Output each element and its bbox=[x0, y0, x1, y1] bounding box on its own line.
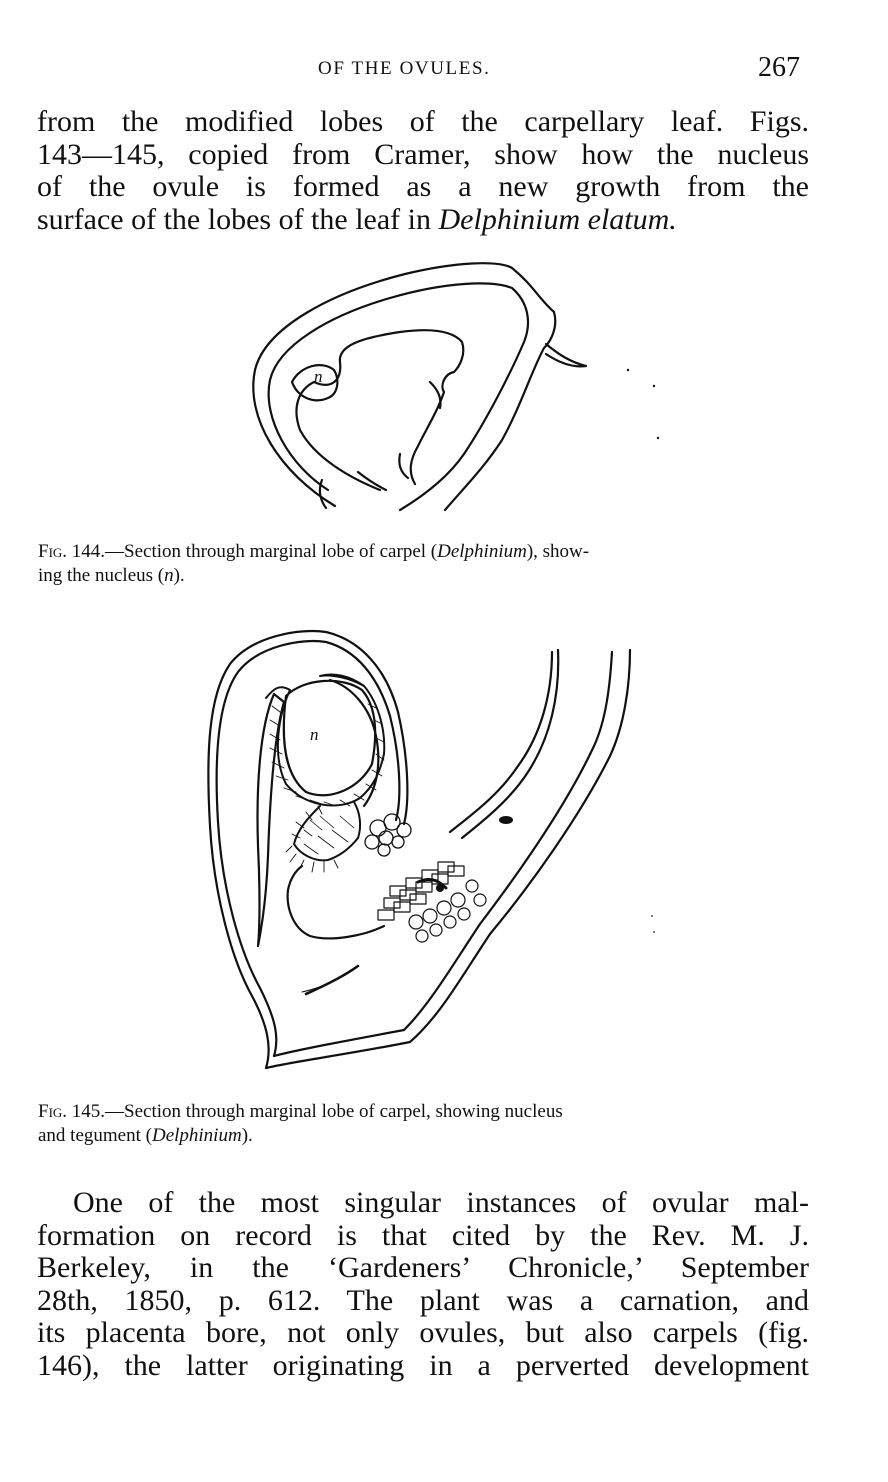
caption-text: ). bbox=[241, 1125, 253, 1146]
figure-144-illustration bbox=[240, 258, 680, 518]
caption-line bbox=[38, 540, 814, 564]
text-line: 143—145, copied from Cramer, show how the nucleus bbox=[37, 137, 809, 171]
caption-text: ). bbox=[173, 565, 185, 586]
text-line: 28th, 1850, p. 612. The plant was a carnation, and bbox=[37, 1283, 809, 1317]
text-line: 146), the latter originating in a perverted development bbox=[37, 1348, 809, 1382]
text-line: Berkeley, in the ‘Gardeners’ Chronicle,’ September bbox=[37, 1251, 809, 1284]
caption-italic-n: n bbox=[164, 565, 174, 586]
caption-text: ), show- bbox=[526, 541, 590, 562]
figure-145-illustration bbox=[200, 616, 670, 1076]
text-line: of the ovule is formed as a new growth from the bbox=[37, 170, 809, 203]
nucleus-label: n bbox=[314, 367, 323, 386]
figure-145-caption bbox=[38, 1100, 814, 1148]
figure-144-caption bbox=[38, 540, 814, 588]
text-line: from the modified lobes of the carpellary leaf. Figs. bbox=[37, 105, 809, 138]
caption-text: and tegument ( bbox=[38, 1125, 152, 1146]
paragraph-intro bbox=[37, 106, 809, 236]
caption-line bbox=[38, 564, 814, 588]
text-line: formation on record is that cited by the Rev. M. J. bbox=[37, 1218, 809, 1252]
running-title: OF THE OVULES. bbox=[318, 58, 491, 79]
caption-text: —Section through marginal lobe of carpel ( bbox=[105, 541, 438, 562]
caption-text: —Section through marginal lobe of carpel, showing nucleus bbox=[105, 1101, 563, 1122]
caption-line bbox=[38, 1124, 814, 1148]
page-number: 267 bbox=[758, 52, 800, 83]
figure-label: Fig. 144. bbox=[38, 541, 106, 562]
caption-genus: Delphinium bbox=[151, 1125, 242, 1146]
caption-text: ing the nucleus ( bbox=[38, 565, 165, 586]
text-line bbox=[37, 204, 809, 237]
paragraph-malformation bbox=[37, 1187, 809, 1382]
running-head bbox=[0, 52, 888, 92]
text-line: its placenta bore, not only ovules, but also carpels (fig. bbox=[37, 1316, 809, 1349]
text-line: One of the most singular instances of ovular mal- bbox=[73, 1186, 809, 1219]
nucleus-label: n bbox=[310, 725, 319, 744]
text-line-prefix: surface of the lobes of the leaf in bbox=[37, 202, 439, 236]
figure-label: Fig. 145. bbox=[38, 1101, 106, 1122]
caption-genus: Delphinium bbox=[437, 541, 527, 562]
caption-line bbox=[38, 1100, 814, 1124]
species-name: Delphinium elatum. bbox=[438, 202, 677, 236]
